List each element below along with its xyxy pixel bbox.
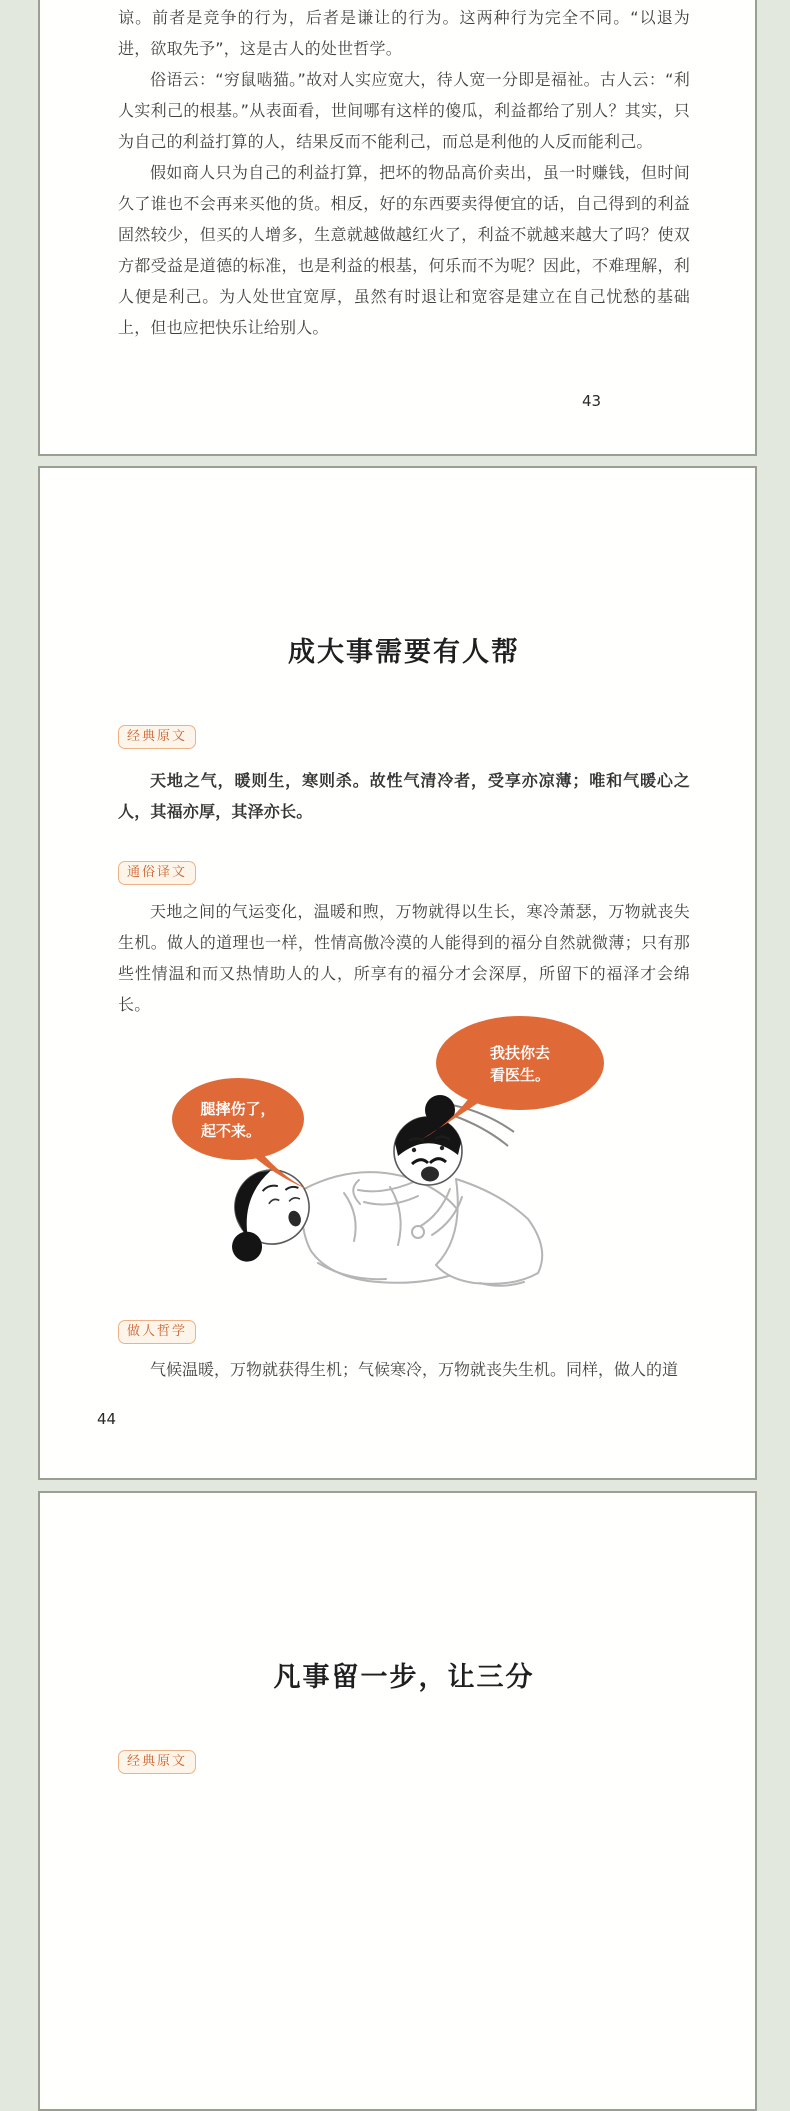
bubble-left-text-line1: 腿摔伤了， <box>200 1100 276 1118</box>
cartoon-illustration <box>118 1013 690 1300</box>
bubble-right-text-line2: 看医生。 <box>489 1066 551 1084</box>
speech-bubble-right <box>422 1016 604 1139</box>
paragraph: 气候温暖，万物就获得生机；气候寒冷，万物就丧失生机。同样，做人的道 <box>150 1360 679 1379</box>
tag-plain-translation: 通俗译文 <box>118 861 196 885</box>
fallen-man-head <box>212 1160 321 1265</box>
plain-translation-text <box>118 896 690 1020</box>
paragraph: 天地之气，暖则生，寒则杀。故性气清冷者，受享亦凉薄；唯和气暖心之人，其福亦厚，其泽亦长。 <box>118 771 690 821</box>
page-number: 43 <box>582 392 602 410</box>
bubble-right-text-line1: 我扶你去 <box>489 1044 551 1062</box>
helper-head <box>394 1095 514 1185</box>
paragraph: 天地之间的气运变化，温暖和煦，万物就得以生长，寒冷萧瑟，万物就丧失生机。做人的道理也一样，性情高傲冷漠的人能得到的福分自然就微薄；只有那些性情温和而又热情助人的人，所享有的福分才会深厚，所留下的福泽才会绵长。 <box>118 902 690 1014</box>
chapter-title: 凡事留一步，让三分 <box>273 1662 535 1693</box>
paragraph: 假如商人只为自己的利益打算，把坏的物品高价卖出，虽一时赚钱，但时间久了谁也不会再来买他的货。相反，好的东西要卖得便宜的话，自己得到的利益固然较少，但买的人增多，生意就越做越红火了，利益不就越来越大了吗？使双方都受益是道德的标准，也是利益的根基，何乐而不为呢？因此，不难理解，利人便是利己。为人处世宜宽厚，虽然有时退让和宽容是建立在自己忧愁的基础上，但也应把快乐让给别人。 <box>118 163 690 337</box>
chapter-title: 成大事需要有人帮 <box>288 637 520 668</box>
paragraph-continuation: 谅。前者是竞争的行为，后者是谦让的行为。这两种行为完全不同。“以退为进，欲取先予”，这是古人的处世哲学。 <box>118 8 690 58</box>
speech-bubble-left <box>172 1078 314 1192</box>
book-page-44 <box>38 466 757 1480</box>
book-page-45 <box>38 1491 757 2111</box>
tag-classic-original: 经典原文 <box>118 1750 196 1774</box>
book-page-43 <box>38 0 757 456</box>
page-number: 44 <box>97 1410 117 1428</box>
life-philosophy-text <box>118 1354 690 1385</box>
page-43-text-column <box>118 2 690 343</box>
bubble-left-text-line2: 起不来。 <box>200 1122 262 1140</box>
paragraph: 俗语云：“穷鼠啮猫。”故对人实应宽大，待人宽一分即是福祉。古人云：“利人实利己的根基。”从表面看，世间哪有这样的傻瓜，利益都给了别人？其实，只为自己的利益打算的人，结果反而不能利己，而总是利他的人反而能利己。 <box>118 70 690 151</box>
classic-original-text <box>118 765 690 827</box>
tag-classic-original: 经典原文 <box>118 725 196 749</box>
tag-life-philosophy: 做人哲学 <box>118 1320 196 1344</box>
